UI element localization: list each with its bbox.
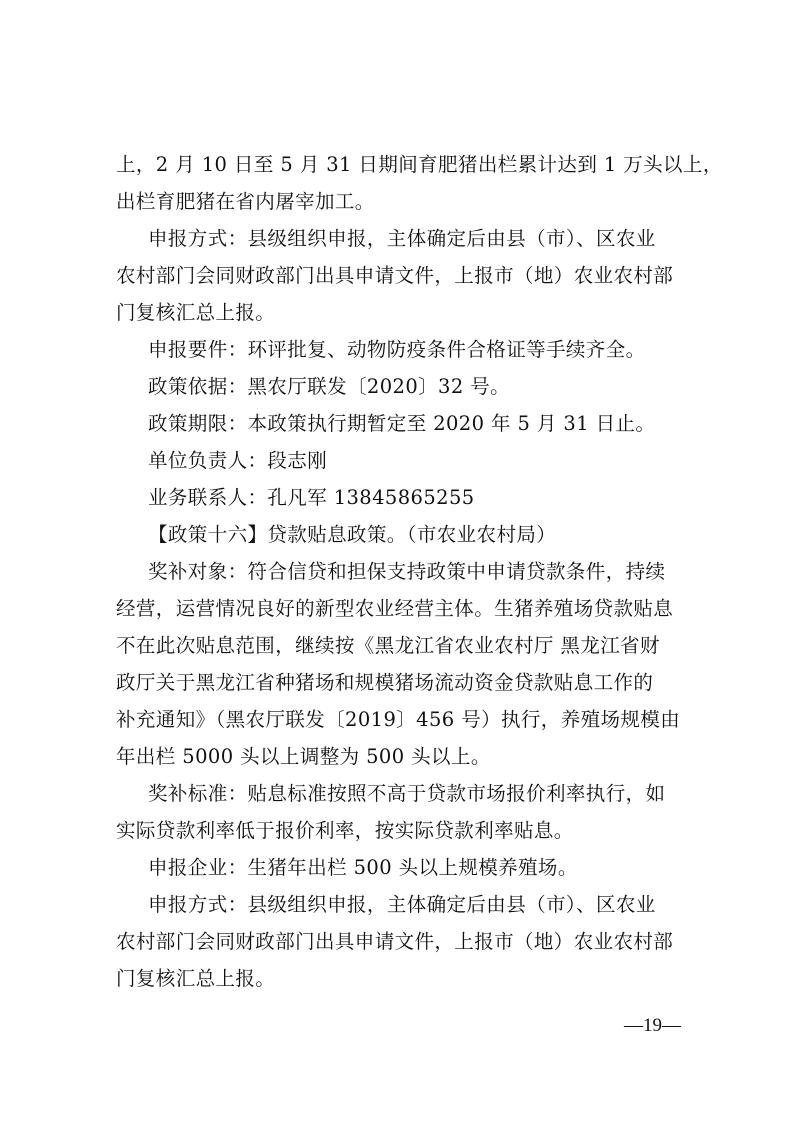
paragraph-line: 申报要件：环评批复、动物防疫条件合格证等手续齐全。	[148, 338, 646, 361]
paragraph-line: 政策期限：本政策执行期暂定至 2020 年 5 月 31 日止。	[148, 412, 656, 435]
paragraph-line: 农村部门会同财政部门出具申请文件，上报市（地）农业农村部	[116, 264, 674, 287]
paragraph-line: 门复核汇总上报。	[116, 967, 276, 990]
paragraph-line: 政厅关于黑龙江省种猪场和规模猪场流动资金贷款贴息工作的	[116, 671, 654, 694]
paragraph-line: 奖补对象：符合信贷和担保支持政策中申请贷款条件，持续	[148, 560, 666, 583]
paragraph-line: 出栏育肥猪在省内屠宰加工。	[116, 190, 375, 213]
paragraph-line: 申报方式：县级组织申报，主体确定后由县（市）、区农业	[148, 227, 656, 250]
paragraph-line: 上，2 月 10 日至 5 月 31 日期间育肥猪出栏累计达到 1 万头以上，	[116, 153, 723, 176]
paragraph-line: 申报企业：生猪年出栏 500 头以上规模养殖场。	[148, 856, 578, 879]
paragraph-line: 门复核汇总上报。	[116, 301, 276, 324]
paragraph-line: 业务联系人：孔凡军 13845865255	[148, 486, 475, 509]
paragraph-line: 年出栏 5000 头以上调整为 500 头以上。	[116, 745, 491, 768]
page-number: —19—	[624, 1015, 681, 1036]
paragraph-line: 不在此次贴息范围，继续按《黑龙江省农业农村厅 黑龙江省财	[116, 634, 660, 657]
paragraph-line: 补充通知》（黑农厅联发〔2019〕456 号）执行，养殖场规模由	[116, 708, 681, 731]
paragraph-line: 实际贷款利率低于报价利率，按实际贷款利率贴息。	[116, 819, 574, 842]
paragraph-line: 经营，运营情况良好的新型农业经营主体。生猪养殖场贷款贴息	[116, 597, 674, 620]
document-body	[116, 146, 723, 997]
paragraph-line: 申报方式：县级组织申报，主体确定后由县（市）、区农业	[148, 893, 656, 916]
paragraph-line: 农村部门会同财政部门出具申请文件，上报市（地）农业农村部	[116, 930, 674, 953]
paragraph-line: 奖补标准：贴息标准按照不高于贷款市场报价利率执行，如	[148, 782, 666, 805]
paragraph-line: 单位负责人：段志刚	[148, 449, 328, 472]
paragraph-line: 政策依据：黑农厅联发〔2020〕32 号。	[148, 375, 511, 398]
section-heading: 【政策十六】贷款贴息政策。（市农业农村局）	[148, 523, 557, 546]
